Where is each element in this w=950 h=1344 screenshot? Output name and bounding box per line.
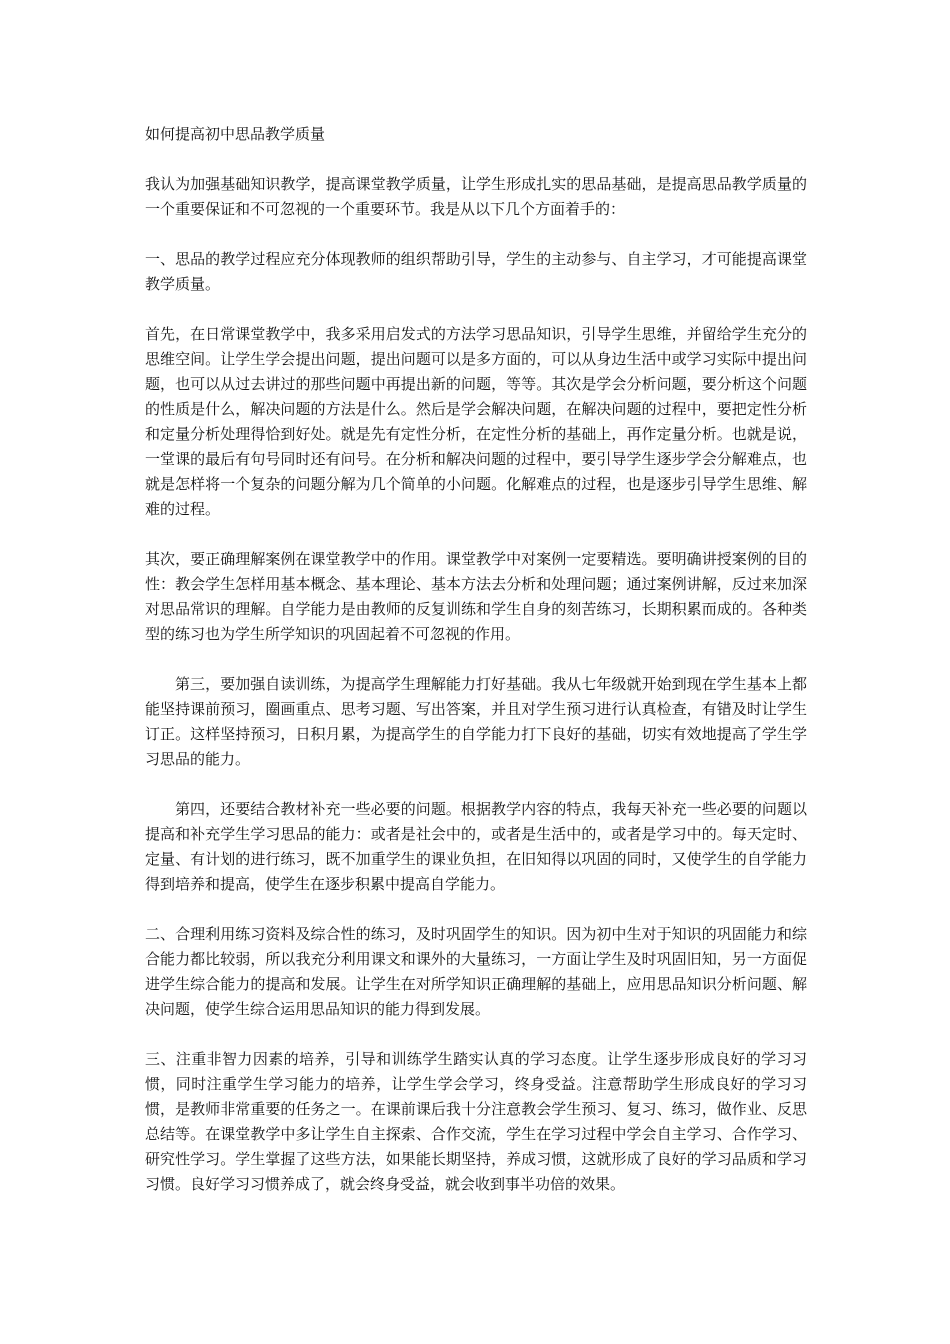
paragraph-intro: 我认为加强基础知识教学，提高课堂教学质量，让学生形成扎实的思品基础，是提高思品教学质量的一个重要保证和不可忽视的一个重要环节。我是从以下几个方面着手的： — [145, 175, 807, 218]
paragraph-section-3: 三、注重非智力因素的培养，引导和训练学生踏实认真的学习态度。让学生逐步形成良好的学习习惯，同时注重学生学习能力的培养，让学生学会学习，终身受益。注意帮助学生形成良好的学习习惯，是教师非常重要的任务之一。在课前课后我十分注意教会学生预习、复习、练习，做作业、反思总结等。在课堂教学中多让学生自主探索、合作交流，学生在学习过程中学会自主学习、合作学习、研究性学习。学生掌握了这些方法，如果能长期坚持，养成习惯，这就形成了良好的学习品质和学习习惯。良好学习习惯养成了，就会终身受益，就会收到事半功倍的效果。 — [145, 1050, 807, 1193]
document-body — [145, 122, 807, 1222]
document-title: 如何提高初中思品教学质量 — [145, 125, 326, 143]
paragraph-section-1-heading: 一、思品的教学过程应充分体现教师的组织帮助引导，学生的主动参与、自主学习，才可能提高课堂教学质量。 — [145, 250, 807, 293]
paragraph-first-point: 首先，在日常课堂教学中，我多采用启发式的方法学习思品知识，引导学生思维，并留给学生充分的思维空间。让学生学会提出问题，提出问题可以是多方面的，可以从身边生活中或学习实际中提出问题，也可以从过去讲过的那些问题中再提出新的问题，等等。其次是学会分析问题，要分析这个问题的性质是什么，解决问题的方法是什么。然后是学会解决问题，在解决问题的过程中，要把定性分析和定量分析处理得恰到好处。就是先有定性分析，在定性分析的基础上，再作定量分析。也就是说，一堂课的最后有句号同时还有问号。在分析和解决问题的过程中，要引导学生逐步学会分解难点，也就是怎样将一个复杂的问题分解为几个简单的小问题。化解难点的过程，也是逐步引导学生思维、解难的过程。 — [145, 325, 807, 518]
paragraph-section-2: 二、合理利用练习资料及综合性的练习，及时巩固学生的知识。因为初中生对于知识的巩固能力和综合能力都比较弱，所以我充分利用课文和课外的大量练习，一方面让学生及时巩固旧知，另一方面促进学生综合能力的提高和发展。让学生在对所学知识正确理解的基础上，应用思品知识分析问题、解决问题，使学生综合运用思品知识的能力得到发展。 — [145, 925, 807, 1018]
paragraph-second-point: 其次，要正确理解案例在课堂教学中的作用。课堂教学中对案例一定要精选。要明确讲授案例的目的性：教会学生怎样用基本概念、基本理论、基本方法去分析和处理问题；通过案例讲解，反过来加深对思品常识的理解。自学能力是由教师的反复训练和学生自身的刻苦练习，长期积累而成的。各种类型的练习也为学生所学知识的巩固起着不可忽视的作用。 — [145, 550, 807, 643]
paragraph-fourth-point: 第四，还要结合教材补充一些必要的问题。根据教学内容的特点，我每天补充一些必要的问题以提高和补充学生学习思品的能力：或者是社会中的，或者是生活中的，或者是学习中的。每天定时、定量、有计划的进行练习，既不加重学生的课业负担，在旧知得以巩固的同时，又使学生的自学能力得到培养和提高，使学生在逐步积累中提高自学能力。 — [145, 800, 807, 893]
paragraph-third-point: 第三，要加强自读训练，为提高学生理解能力打好基础。我从七年级就开始到现在学生基本上都能坚持课前预习，圈画重点、思考习题、写出答案，并且对学生预习进行认真检查，有错及时让学生订正。这样坚持预习，日积月累，为提高学生的自学能力打下良好的基础，切实有效地提高了学生学习思品的能力。 — [145, 675, 807, 768]
